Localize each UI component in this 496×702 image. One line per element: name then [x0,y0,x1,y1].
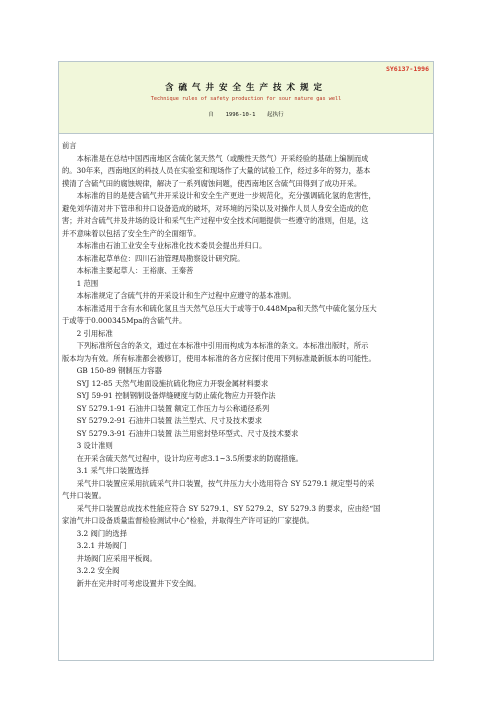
text-line: 在开采含硫天然气过程中，设计均应考虑3.1~3.5所要求的防腐措施。 [76,453,303,463]
document-header [59,62,433,134]
text-line: 本标准由石油工业安全专业标准化技术委员会提出并归口。 [76,241,267,250]
reference-line: SY 5279.3-91 石油井口装置 法兰用密封垫环型式、尺寸及技术要求 [76,428,299,438]
section-heading: 3 设计准则 [76,441,113,450]
text-line: 版本均为有效。所有标准都会被修订，使用本标准的各方应探讨使用下列标准最新版本的可能性。 [62,353,376,363]
effective-date-line [59,110,433,118]
text-line: 于或等于0.000345Mpa的含硫气井。 [62,316,187,325]
from-label: 自 [208,112,214,118]
reference-line: SYJ 59-91 控制钢制设备焊缝硬度与防止硫化物应力开裂作法 [76,391,276,400]
subsection-heading: 3.2 阀门的选择 [76,528,128,538]
subsection-heading: 3.1 采气井口装置选择 [76,466,149,475]
reference-line: GB 150-89 钢制压力容器 [76,366,162,375]
text-line: 井场阀门应采用平板阀。 [76,553,157,563]
text-line: 摸清了含硫气田的腐蚀规律，解决了一系列腐蚀问题，使西南地区含硫气田得到了成功开采。 [62,178,362,188]
text-line: 本标准的目的是使含硫气井开采设计和安全生产更进一步规范化，充分强调硫化氢的危害性， [76,191,376,200]
section-heading: 1 范围 [76,278,99,288]
text-line: 本标准适用于含有水和硫化氢且当天然气总压大于或等于0.448Mpa和天然气中硫化氢分压大 [76,303,377,313]
text-line: 害；并对含硫气井及井场的设计和采气生产过程中安全技术问题提供一些遵守的准则，但是，这 [62,216,369,225]
subsection-heading: 3.2.2 安全阀 [76,566,120,575]
effective-date: 1996-10-1 [225,112,256,118]
subsection-heading: 3.2.1 井场阀门 [76,541,127,550]
document-frame [58,61,434,661]
text-line: 避免刘华清对井下管串和井口设备造成的破坏，对环境的污染以及对操作人员人身安全造成的危 [62,203,369,213]
text-line: 下列标准所包含的条文，通过在本标准中引用而构成为本标准的条文。本标准出版时，所示 [76,341,369,350]
text-line: 采气井口装置总成技术性能应符合 SY 5279.1、SY 5279.2、SY 5279.3 的要求，应由经“国 [76,503,381,513]
english-title: Technique rules of safety production for sour nature gas well [150,96,342,102]
text-line: 新井在完井时可考虑设置井下安全阀。 [76,578,201,588]
text-line: 气井口装置。 [62,491,106,500]
reference-line: SY 5279.1-91 石油井口装置 额定工作压力与公称通径系列 [76,403,270,413]
text-line: 本标准起草单位：四川石油管理局勘察设计研究院。 [76,253,245,263]
text-line: 的。30年来，西南地区的科技人员在实验室和现场作了大量的试验工作，经过多年的努力，基本 [62,166,371,175]
text-line: 本标准规定了含硫气井的开采设计和生产过程中应遵守的基本准则。 [76,291,296,300]
section-heading: 2 引用标准 [76,328,113,338]
document-title: 含硫气井安全生产技术规定 [164,83,327,93]
text-line: 采气井口装置应采用抗硫采气井口装置，按气井压力大小选用符合 SY 5279.1 规定型号的采 [76,478,375,488]
document-body [62,140,430,590]
effective-label: 起执行 [267,112,284,118]
standard-number: SY6137-1996 [385,65,429,73]
section-heading: 前言 [62,141,77,150]
text-line: 家油气井口设备质量监督检验测试中心”检验，并取得生产许可证的厂家提供。 [62,516,314,525]
reference-line: SY 5279.2-91 石油井口装置 法兰型式、尺寸及技术要求 [76,416,262,425]
text-line: 本标准主要起草人：王裕康、王秦菩 [76,266,194,275]
reference-line: SYJ 12-85 天然气地面设施抗硫化物应力开裂金属材料要求 [76,378,269,388]
text-line: 本标准是在总结中国西南地区含硫化氢天然气（或酸性天然气）开采经验的基础上编制而成 [76,153,369,163]
text-line: 并不意味着以包括了安全生产的全面细节。 [62,228,201,238]
